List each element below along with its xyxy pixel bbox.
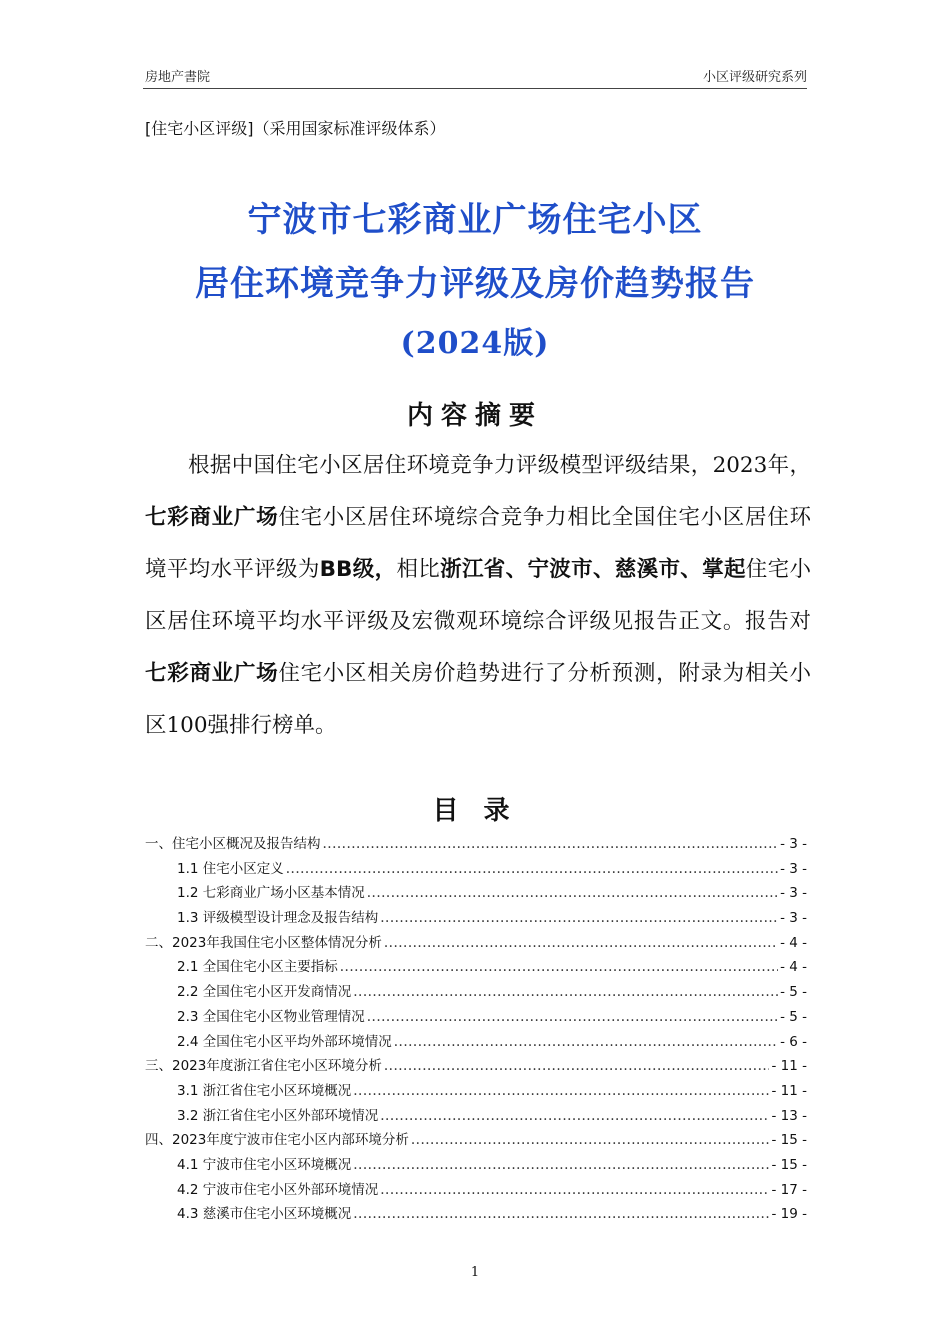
toc-entry-label: 2.1 全国住宅小区主要指标 bbox=[177, 959, 338, 976]
toc-leader-dots bbox=[384, 935, 778, 951]
toc-leader-dots bbox=[380, 910, 778, 926]
toc-leader-dots bbox=[367, 1009, 778, 1025]
toc-entry-label: 3.1 浙江省住宅小区环境概况 bbox=[177, 1082, 352, 1099]
toc-entry-label: 2.2 全国住宅小区开发商情况 bbox=[177, 984, 352, 1001]
toc-entry-label: 二、2023年我国住宅小区整体情况分析 bbox=[145, 934, 382, 951]
toc-entry-label: 2.3 全国住宅小区物业管理情况 bbox=[177, 1008, 365, 1025]
toc-entry-page: - 6 - bbox=[780, 1033, 807, 1050]
toc-entry-page: - 15 - bbox=[771, 1132, 807, 1149]
abstract-bold-4: 七彩商业广场 bbox=[145, 661, 279, 686]
toc-entry-page: - 5 - bbox=[780, 1008, 807, 1025]
toc-leader-dots bbox=[380, 1182, 769, 1198]
toc-entry-page: - 3 - bbox=[780, 910, 807, 927]
toc-entry-page: - 3 - bbox=[780, 836, 807, 852]
header-left-text: 房地产書院 bbox=[145, 70, 211, 85]
toc-leader-dots bbox=[353, 1083, 769, 1099]
toc-entry-page: - 11 - bbox=[771, 1058, 807, 1075]
toc-entry-label: 2.4 全国住宅小区平均外部环境情况 bbox=[177, 1033, 392, 1050]
toc-entry-page: - 3 - bbox=[780, 885, 807, 902]
toc-entry-label: 三、2023年度浙江省住宅小区环境分析 bbox=[145, 1058, 382, 1075]
toc-entry-label: 1.2 七彩商业广场小区基本情况 bbox=[177, 885, 365, 902]
toc-leader-dots bbox=[353, 1157, 769, 1173]
header-divider bbox=[143, 88, 807, 89]
abstract-text-5: 住宅小区相关房价趋势进行了分析预测，附录为相关小区100强排行榜单。 bbox=[145, 661, 811, 738]
abstract-heading: 内容摘要 bbox=[406, 401, 543, 431]
toc-entry[interactable] bbox=[145, 881, 807, 906]
toc-entry[interactable] bbox=[145, 1128, 807, 1153]
abstract-text-1: 根据中国住宅小区居住环境竞争力评级模型评级结果，2023年， bbox=[188, 453, 811, 478]
toc-entry[interactable] bbox=[145, 931, 807, 956]
toc-entry-label: 3.2 浙江省住宅小区外部环境情况 bbox=[177, 1107, 379, 1124]
toc-entry[interactable] bbox=[145, 1079, 807, 1104]
toc-leader-dots bbox=[323, 836, 779, 852]
abstract-bold-3: 浙江省、宁波市、慈溪市、掌起 bbox=[440, 557, 746, 582]
toc-entry[interactable] bbox=[145, 906, 807, 931]
toc-leader-dots bbox=[394, 1034, 778, 1050]
toc-entry[interactable] bbox=[145, 1030, 807, 1055]
toc-entry-page: - 15 - bbox=[771, 1156, 807, 1173]
toc-entry-page: - 5 - bbox=[780, 984, 807, 1001]
abstract-bold-1: 七彩商业广场 bbox=[145, 505, 279, 530]
toc-entry[interactable] bbox=[145, 980, 807, 1005]
toc-entry-label: 4.1 宁波市住宅小区环境概况 bbox=[177, 1156, 352, 1173]
toc-leader-dots bbox=[384, 1058, 770, 1074]
abstract-paragraph bbox=[145, 440, 811, 752]
toc-entry-label: 1.3 评级模型设计理念及报告结构 bbox=[177, 910, 379, 927]
toc-leader-dots bbox=[286, 861, 778, 877]
abstract-bold-2: BB级， bbox=[319, 557, 397, 582]
toc-entry[interactable] bbox=[145, 857, 807, 882]
toc-entry[interactable] bbox=[145, 955, 807, 980]
toc-heading: 目 录 bbox=[432, 796, 518, 826]
page-number: 1 bbox=[470, 1265, 480, 1280]
toc-leader-dots bbox=[411, 1132, 770, 1148]
abstract-text-3: 相比 bbox=[396, 557, 441, 582]
table-of-contents bbox=[145, 832, 807, 1227]
toc-entry[interactable] bbox=[145, 1178, 807, 1203]
toc-entry-label: 4.2 宁波市住宅小区外部环境情况 bbox=[177, 1181, 379, 1198]
toc-entry-label: 四、2023年度宁波市住宅小区内部环境分析 bbox=[145, 1132, 409, 1149]
toc-entry[interactable] bbox=[145, 1202, 807, 1227]
report-title-line-2: 居住环境竞争力评级及房价趋势报告 bbox=[195, 264, 755, 304]
report-title-edition: (2024版) bbox=[400, 326, 550, 361]
report-title-line-1: 宁波市七彩商业广场住宅小区 bbox=[247, 200, 703, 240]
toc-entry-page: - 13 - bbox=[771, 1107, 807, 1124]
toc-entry-page: - 17 - bbox=[771, 1181, 807, 1198]
toc-leader-dots bbox=[340, 959, 778, 975]
abstract-text-2: 住宅小区居住环境综合竞争力相比全国住宅小区居住环境平均水平评级为 bbox=[145, 505, 811, 582]
toc-entry[interactable] bbox=[145, 1104, 807, 1129]
toc-entry-page: - 11 - bbox=[771, 1082, 807, 1099]
toc-entry-page: - 3 - bbox=[780, 860, 807, 877]
toc-entry-page: - 4 - bbox=[780, 959, 807, 976]
toc-entry[interactable] bbox=[145, 1153, 807, 1178]
toc-entry-label: 1.1 住宅小区定义 bbox=[177, 860, 284, 877]
toc-leader-dots bbox=[380, 1108, 769, 1124]
toc-entry[interactable] bbox=[145, 1054, 807, 1079]
header-right-text: 小区评级研究系列 bbox=[702, 70, 807, 85]
toc-leader-dots bbox=[353, 1206, 769, 1222]
toc-entry[interactable] bbox=[145, 1005, 807, 1030]
toc-entry[interactable] bbox=[145, 832, 807, 857]
toc-leader-dots bbox=[353, 984, 778, 1000]
toc-entry-label: 一、住宅小区概况及报告结构 bbox=[145, 836, 321, 852]
toc-entry-page: - 4 - bbox=[780, 934, 807, 951]
toc-entry-label: 4.3 慈溪市住宅小区环境概况 bbox=[177, 1206, 352, 1223]
report-category: [住宅小区评级]（采用国家标准评级体系） bbox=[145, 119, 446, 138]
abstract-text-4: 住宅小区居住环境平均水平评级及宏微观环境综合评级见报告正文。报告对 bbox=[145, 557, 811, 634]
toc-leader-dots bbox=[367, 885, 778, 901]
toc-entry-page: - 19 - bbox=[771, 1206, 807, 1223]
